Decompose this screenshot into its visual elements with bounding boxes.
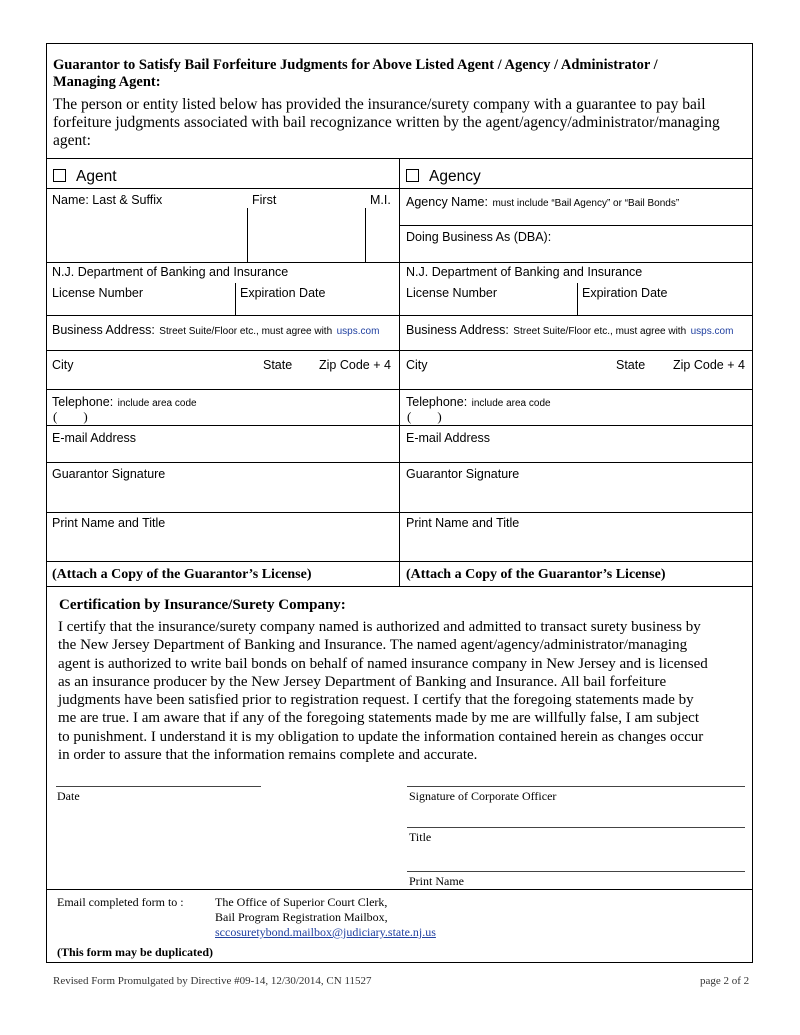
license-label: License Number (52, 286, 144, 300)
name-label: Name: Last & Suffix (52, 193, 163, 207)
divider (46, 889, 753, 890)
mi-label: M.I. (370, 193, 391, 207)
telephone-note: include area code (471, 398, 551, 409)
city-state-zip-field[interactable] (52, 372, 392, 386)
description-line1: The person or entity listed below has provided the insurance/surety company with a guarantee to pay bail (53, 96, 706, 113)
divider (46, 512, 399, 513)
telephone-note: include area code (117, 398, 197, 409)
description-line2: forfeiture judgments associated with bail recognizance written by the agent/agency/administrator/managing (53, 114, 720, 131)
agency-name-label: Agency Name: (406, 195, 488, 209)
certification-line: to punishment. I understand it is my obligation to update the information contained herein as changes occur (58, 728, 704, 745)
title-label: Title (409, 830, 432, 844)
usps-link[interactable]: usps.com (336, 326, 380, 337)
signature-label: Guarantor Signature (52, 467, 166, 481)
divider (247, 208, 248, 262)
address-note: Street Suite/Floor etc., must agree with (159, 326, 333, 337)
certification-heading: Certification by Insurance/Surety Company: (59, 597, 346, 613)
divider (399, 188, 753, 189)
zip-label: Zip Code + 4 (673, 358, 745, 372)
description-line3: agent: (53, 132, 91, 149)
telephone-label: Telephone: (52, 395, 114, 409)
first-label: First (252, 193, 277, 207)
middle-initial-field[interactable] (368, 208, 396, 260)
agency-name-field[interactable] (406, 208, 746, 222)
business-address-field[interactable] (406, 337, 746, 349)
usps-link[interactable]: usps.com (690, 326, 734, 337)
divider (46, 425, 399, 426)
agent-title: Agent (76, 168, 117, 185)
dba-label: Doing Business As (DBA): (406, 230, 552, 244)
email-label: E-mail Address (52, 431, 137, 445)
print-name-label: Print Name (409, 874, 464, 888)
certification-line: as an insurance producer by the New Jersey Department of Banking and Insurance. All bail forfeiture (58, 673, 667, 690)
column-divider (399, 158, 400, 586)
submission-address (215, 895, 436, 940)
print-name-label: Print Name and Title (52, 516, 166, 530)
officer-signature-label: Signature of Corporate Officer (409, 789, 557, 803)
checkbox-icon[interactable] (406, 169, 419, 182)
divider (577, 283, 578, 315)
divider (46, 315, 399, 316)
checkbox-icon[interactable] (53, 169, 66, 182)
guarantor-heading (53, 57, 743, 91)
area-code-parens[interactable]: ( ) (53, 409, 88, 424)
certification-line: agent is authorized to write bail bonds on behalf of named insurance company in New Jersey and is licensed (58, 655, 708, 672)
certification-line: in order to assure that the information remains complete and accurate. (58, 747, 478, 764)
city-label: City (406, 358, 428, 372)
address-label: Business Address: (52, 323, 155, 337)
divider (399, 512, 753, 513)
duplicate-note: (This form may be duplicated) (57, 945, 213, 959)
divider (399, 389, 753, 390)
expiration-label: Expiration Date (582, 286, 668, 300)
divider (46, 561, 753, 562)
divider (46, 462, 399, 463)
telephone-label: Telephone: (406, 395, 468, 409)
signature-field[interactable] (52, 483, 392, 509)
area-code-parens[interactable]: ( ) (407, 409, 442, 424)
city-label: City (52, 358, 74, 372)
divider (235, 283, 236, 315)
divider (46, 389, 399, 390)
dept-label: N.J. Department of Banking and Insurance (406, 265, 643, 279)
state-label: State (616, 358, 646, 372)
guarantor-description (53, 96, 748, 150)
divider (46, 350, 399, 351)
agency-checkbox[interactable] (406, 168, 481, 186)
divider (46, 188, 399, 189)
certification-line: the New Jersey Department of Banking and Insurance. The named agent/agency/administrator/managing (58, 637, 688, 654)
divider (399, 350, 753, 351)
date-label: Date (57, 789, 80, 803)
revision-note: Revised Form Promulgated by Directive #09-14, 12/30/2014, CN 11527 (53, 975, 372, 987)
agent-checkbox[interactable] (53, 168, 117, 186)
certification-line: judgments have been satisfied prior to registration request. I certify that the foregoing statements made by (58, 692, 694, 709)
office-line: The Office of Superior Court Clerk, (215, 895, 388, 909)
print-name-line[interactable] (407, 871, 745, 872)
divider (399, 315, 753, 316)
divider (46, 586, 753, 587)
mailbox-email-link[interactable]: sccosuretybond.mailbox@judiciary.state.nj.us (215, 925, 436, 939)
first-name-field[interactable] (250, 208, 362, 260)
title-line[interactable] (407, 827, 745, 828)
signature-label: Guarantor Signature (406, 467, 520, 481)
expiration-label: Expiration Date (240, 286, 326, 300)
guarantor-heading-line1: Guarantor to Satisfy Bail Forfeiture Judgments for Above Listed Agent / Agency / Administrator / (53, 57, 658, 73)
email-label: E-mail Address (406, 431, 491, 445)
city-state-zip-field[interactable] (406, 372, 746, 386)
certification-line: me are true. I am aware that if any of the foregoing statements made by me are willfully false, I am subject (58, 710, 700, 727)
print-name-field[interactable] (406, 532, 746, 558)
agency-name-note: must include “Bail Agency” or “Bail Bonds” (492, 198, 680, 209)
agency-title: Agency (429, 168, 481, 185)
address-label: Business Address: (406, 323, 509, 337)
last-name-field[interactable] (52, 208, 244, 260)
certification-text (58, 618, 748, 764)
email-form-label: Email completed form to : (57, 895, 184, 909)
page-number: page 2 of 2 (700, 975, 750, 987)
print-name-label: Print Name and Title (406, 516, 520, 530)
dept-label: N.J. Department of Banking and Insurance (52, 265, 289, 279)
attach-note: (Attach a Copy of the Guarantor’s License) (52, 567, 312, 582)
license-label: License Number (406, 286, 498, 300)
expiration-date-field[interactable] (240, 300, 395, 314)
divider (399, 225, 753, 226)
mailbox-line: Bail Program Registration Mailbox, (215, 910, 388, 924)
divider (399, 262, 753, 263)
guarantor-heading-line2: Managing Agent: (53, 74, 161, 90)
email-field[interactable] (52, 447, 392, 461)
print-name-field[interactable] (52, 532, 392, 558)
license-number-field[interactable] (52, 300, 232, 314)
divider (46, 262, 399, 263)
divider (399, 425, 753, 426)
state-label: State (263, 358, 293, 372)
license-number-field[interactable] (406, 300, 574, 314)
divider (399, 462, 753, 463)
email-field[interactable] (406, 447, 746, 461)
signature-line[interactable] (407, 786, 745, 787)
date-line[interactable] (56, 786, 261, 787)
address-note: Street Suite/Floor etc., must agree with (513, 326, 687, 337)
dba-field[interactable] (406, 246, 746, 260)
divider (365, 208, 366, 262)
signature-field[interactable] (406, 483, 746, 509)
expiration-date-field[interactable] (582, 300, 747, 314)
business-address-field[interactable] (52, 337, 392, 349)
attach-note: (Attach a Copy of the Guarantor’s License) (406, 567, 666, 582)
certification-line: I certify that the insurance/surety company named is authorized and admitted to transact surety business by (58, 619, 701, 635)
zip-label: Zip Code + 4 (319, 358, 391, 372)
